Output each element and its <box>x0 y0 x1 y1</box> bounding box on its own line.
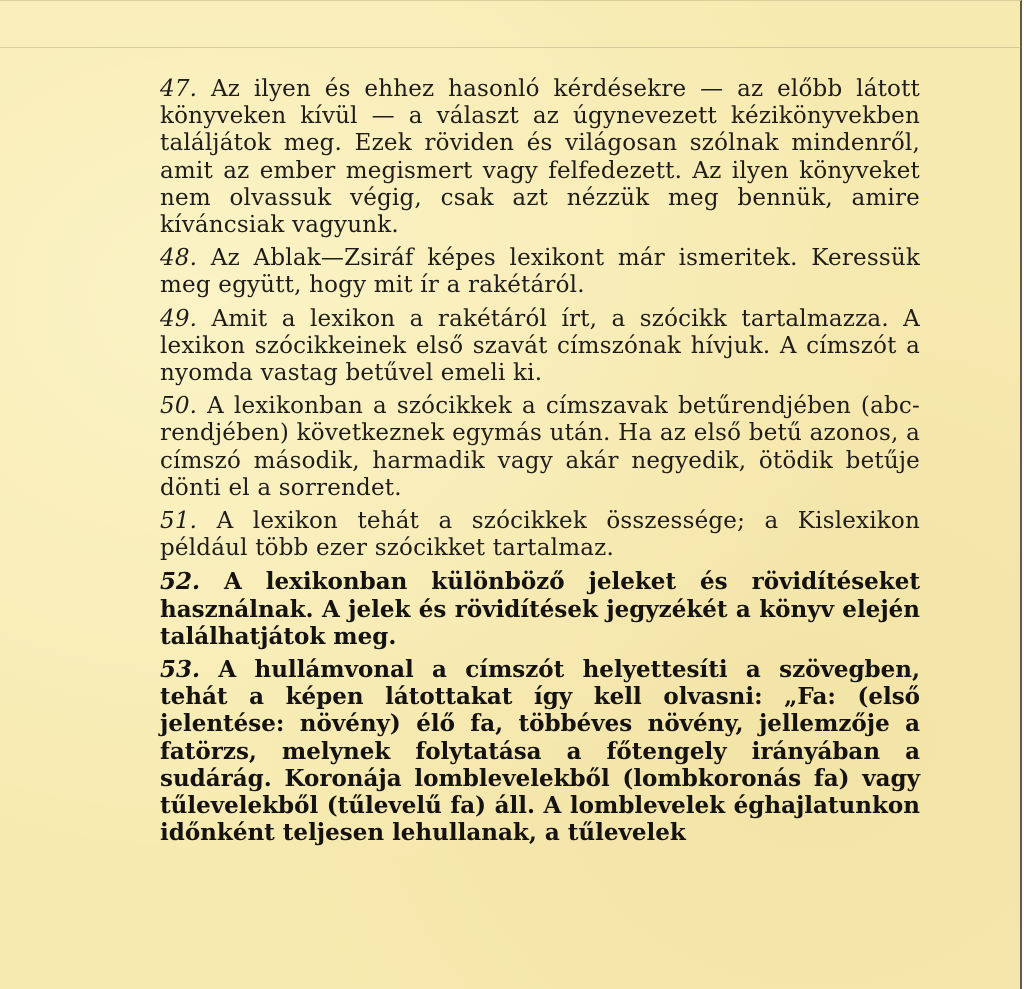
paragraph-number: 53. <box>160 656 201 684</box>
paragraph-number: 50. <box>160 393 198 420</box>
paragraph-number: 48. <box>160 245 198 272</box>
paragraph-number: 52. <box>160 568 201 596</box>
paragraph-text: A lexikon tehát a szócikkek összessége; a Kislexikon például több ezer szócikket tartalmaz. <box>160 508 920 562</box>
paragraph-text: A lexikonban különböző jeleket és rövidítéseket használnak. A jelek és rövidítések jegyzékét a könyv elején találhatjátok meg. <box>160 568 920 650</box>
paragraph-text: A hullámvonal a címszót helyettesíti a szövegben, tehát a képen látottakat így kell olvasni: „Fa: (első jelentése: növény) élő fa, többéves növény, jellemzője a fatörzs, melynek folytatása a főtengely irányában a sudárág. Koronája lomblevelekből (lombkoronás fa) vagy tűlevelekből (tűlevelű fa) áll. A lomblevelek éghajlatunkon időnként teljesen lehullanak, a tűlevelek <box>160 656 920 847</box>
paragraph-text: A lexikonban a szócikkek a címszavak betűrendjében (abc-rendjében) következnek egymás után. Ha az első betű azonos, a címszó második, harmadik vagy akár negyedik, ötödik betűje dönti el a sorrendet. <box>160 393 920 501</box>
page-fold-line <box>0 47 1022 48</box>
paragraph-number: 51. <box>160 508 198 535</box>
paragraph-number: 47. <box>160 76 198 102</box>
paragraph-48 <box>160 245 920 299</box>
paragraph-text: Az Ablak—Zsiráf képes lexikont már ismeritek. Keressük meg együtt, hogy mit ír a rakétáról. <box>160 245 920 299</box>
paragraph-47 <box>160 76 920 239</box>
paragraph-50 <box>160 393 920 502</box>
paragraph-49 <box>160 306 920 388</box>
paragraph-53 <box>160 656 920 846</box>
paragraph-text: Az ilyen és ehhez hasonló kérdésekre — az előbb látott könyveken kívül — a választ az úgynevezett kézikönyvekben találjátok meg. Ezek röviden és világosan szólnak mindenről, amit az ember megismert vagy felfedezett. Az ilyen könyveket nem olvassuk végig, csak azt nézzük meg bennük, amire kíváncsiak vagyunk. <box>160 76 920 239</box>
paragraph-number: 49. <box>160 305 198 332</box>
paragraph-51 <box>160 508 920 562</box>
page-text <box>160 76 920 852</box>
paragraph-52 <box>160 568 920 650</box>
paragraph-text: Amit a lexikon a rakétáról írt, a szócikk tartalmazza. A lexikon szócikkeinek első szavát címszónak hívjuk. A címszót a nyomda vastag betűvel emeli ki. <box>160 305 920 387</box>
